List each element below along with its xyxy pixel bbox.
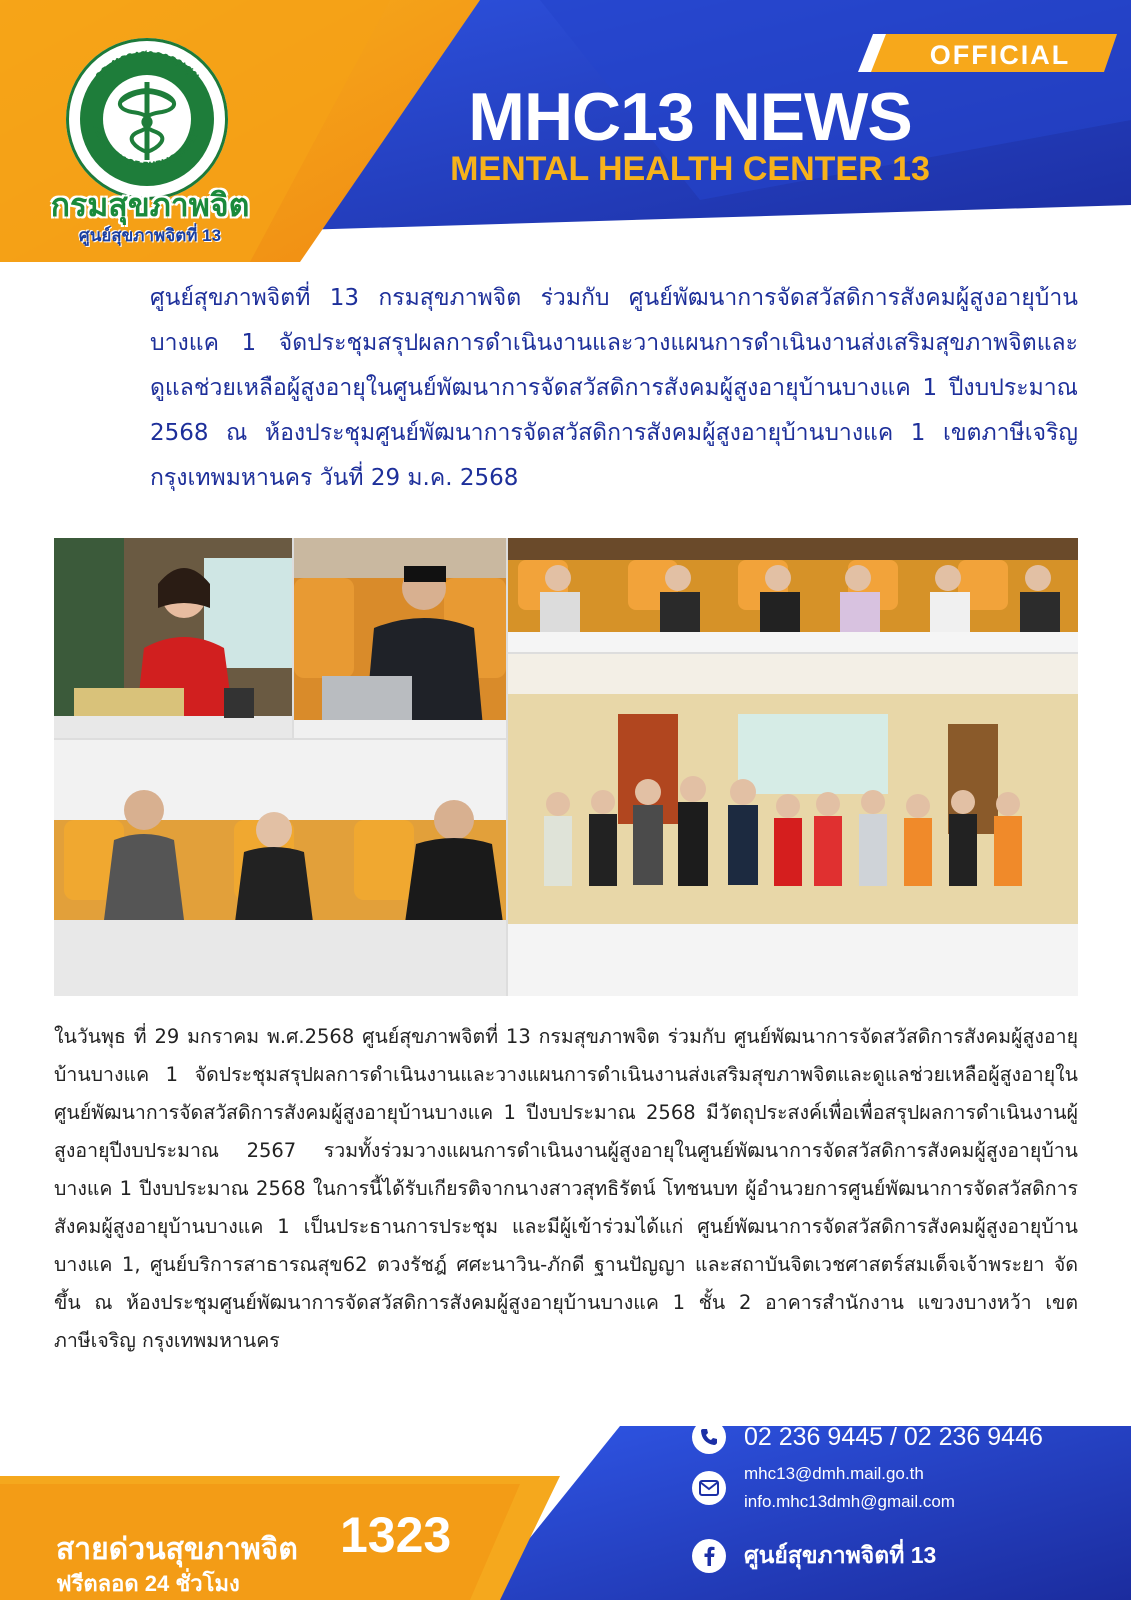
svg-text:กระทรวงสาธารณสุข: กระทรวงสาธารณสุข <box>91 46 203 83</box>
header-banner <box>0 0 1131 262</box>
phone-icon <box>692 1426 726 1454</box>
page-subtitle: MENTAL HEALTH CENTER 13 <box>450 150 930 188</box>
facebook-contact[interactable] <box>692 1538 936 1574</box>
center-name: ศูนย์สุขภาพจิตที่ 13 <box>78 226 222 245</box>
hotline-number[interactable]: 1323 <box>340 1507 452 1563</box>
phone-numbers: 02 236 9445 / 02 236 9446 <box>744 1426 1043 1451</box>
photo-group <box>508 654 1078 996</box>
email-contact[interactable] <box>692 1460 955 1516</box>
headline: ศูนย์สุขภาพจิตที่ 13 กรมสุขภาพจิต ร่วมกับ ศูนย์พัฒนาการจัดสวัสดิการสังคมผู้สูงอายุบ้านบางแค 1 จัดประชุมสรุปผลการดำเนินงานและวางแผนการดำเนินงานส่งเสริมสุขภาพจิตและดูแลช่วยเหลือผู้สูงอายุในศูนย์พัฒนาการจัดสวัสดิการสังคมผู้สูงอายุบ้านบางแค 1 ปีงบประมาณ 2568 ณ ห้องประชุมศูนย์พัฒนาการจัดสวัสดิการสังคมผู้สูงอายุบ้านบางแค 1 เขตภาษีเจริญ กรุงเทพมหานคร วันที่ 29 ม.ค. 2568 <box>150 285 1078 491</box>
facebook-page-name: ศูนย์สุขภาพจิตที่ 13 <box>744 1542 937 1568</box>
mail-icon <box>692 1471 726 1505</box>
phone-contact[interactable] <box>692 1426 1043 1454</box>
official-badge: OFFICIAL <box>929 40 1071 70</box>
facebook-icon <box>692 1539 726 1573</box>
footer <box>0 1426 1131 1600</box>
photo-table-discussion <box>54 740 506 996</box>
page-title: MHC13 NEWS <box>468 79 912 155</box>
hotline-free-text: ฟรีตลอด 24 ชั่วโมง <box>56 1571 240 1596</box>
photo-attendees-row <box>508 538 1078 652</box>
email-secondary[interactable]: info.mhc13dmh@gmail.com <box>744 1492 955 1511</box>
department-name: กรมสุขภาพจิต <box>50 187 250 223</box>
ministry-logo <box>66 38 228 200</box>
photo-man-laptop <box>294 538 506 738</box>
body-paragraph: ในวันพุธ ที่ 29 มกราคม พ.ศ.2568 ศูนย์สุขภาพจิตที่ 13 กรมสุขภาพจิต ร่วมกับ ศูนย์พัฒนาการจัดสวัสดิการสังคมผู้สูงอายุบ้านบางแค 1 จัดประชุมสรุปผลการดำเนินงานและวางแผนการดำเนินงานส่งเสริมสุขภาพจิตและดูแลช่วยเหลือผู้สูงอายุในศูนย์พัฒนาการจัดสวัสดิการสังคมผู้สูงอายุบ้านบางแค 1 ปีงบประมาณ 2568 มีวัตถุประสงค์เพื่อเพื่อสรุปผลการดำเนินงานผู้สูงอายุปีงบประมาณ 2567 รวมทั้งร่วมวางแผนการดำเนินงานผู้สูงอายุในศูนย์พัฒนาการจัดสวัสดิการสังคมผู้สูงอายุบ้านบางแค 1 ปีงบประมาณ 2568 ในการนี้ได้รับเกียรติจากนางสาวสุทธิรัตน์ โทชนบท ผู้อำนวยการศูนย์พัฒนาการจัดสวัสดิการสังคมผู้สูงอายุบ้านบางแค 1 เป็นประธานการประชุม และมีผู้เข้าร่วมได้แก่ ศูนย์พัฒนาการจัดสวัสดิการสังคมผู้สูงอายุบ้านบางแค 1, ศูนย์บริการสาธารณสุข62 ตวงรัชฎ์ ศศะนาวิน-ภักดี ฐานปัญญา และสถาบันจิตเวชศาสตร์สมเด็จเจ้าพระยา จัดขึ้น ณ ห้องประชุมศูนย์พัฒนาการจัดสวัสดิการสังคมผู้สูงอายุบ้านบางแค 1 ชั้น 2 อาคารสำนักงาน แขวงบางหว้า เขตภาษีเจริญ กรุงเทพมหานคร <box>54 1025 1078 1352</box>
photo-collage <box>54 538 1078 996</box>
email-primary[interactable]: mhc13@dmh.mail.go.th <box>744 1464 924 1483</box>
hotline-label: สายด่วนสุขภาพจิต <box>56 1533 298 1566</box>
svg-text:MINISTRY OF PUBLIC HEALTH: MINISTRY OF PUBLIC HEALTH <box>90 123 204 172</box>
logo-ring-text <box>66 38 228 200</box>
photo-chairwoman <box>54 538 292 738</box>
